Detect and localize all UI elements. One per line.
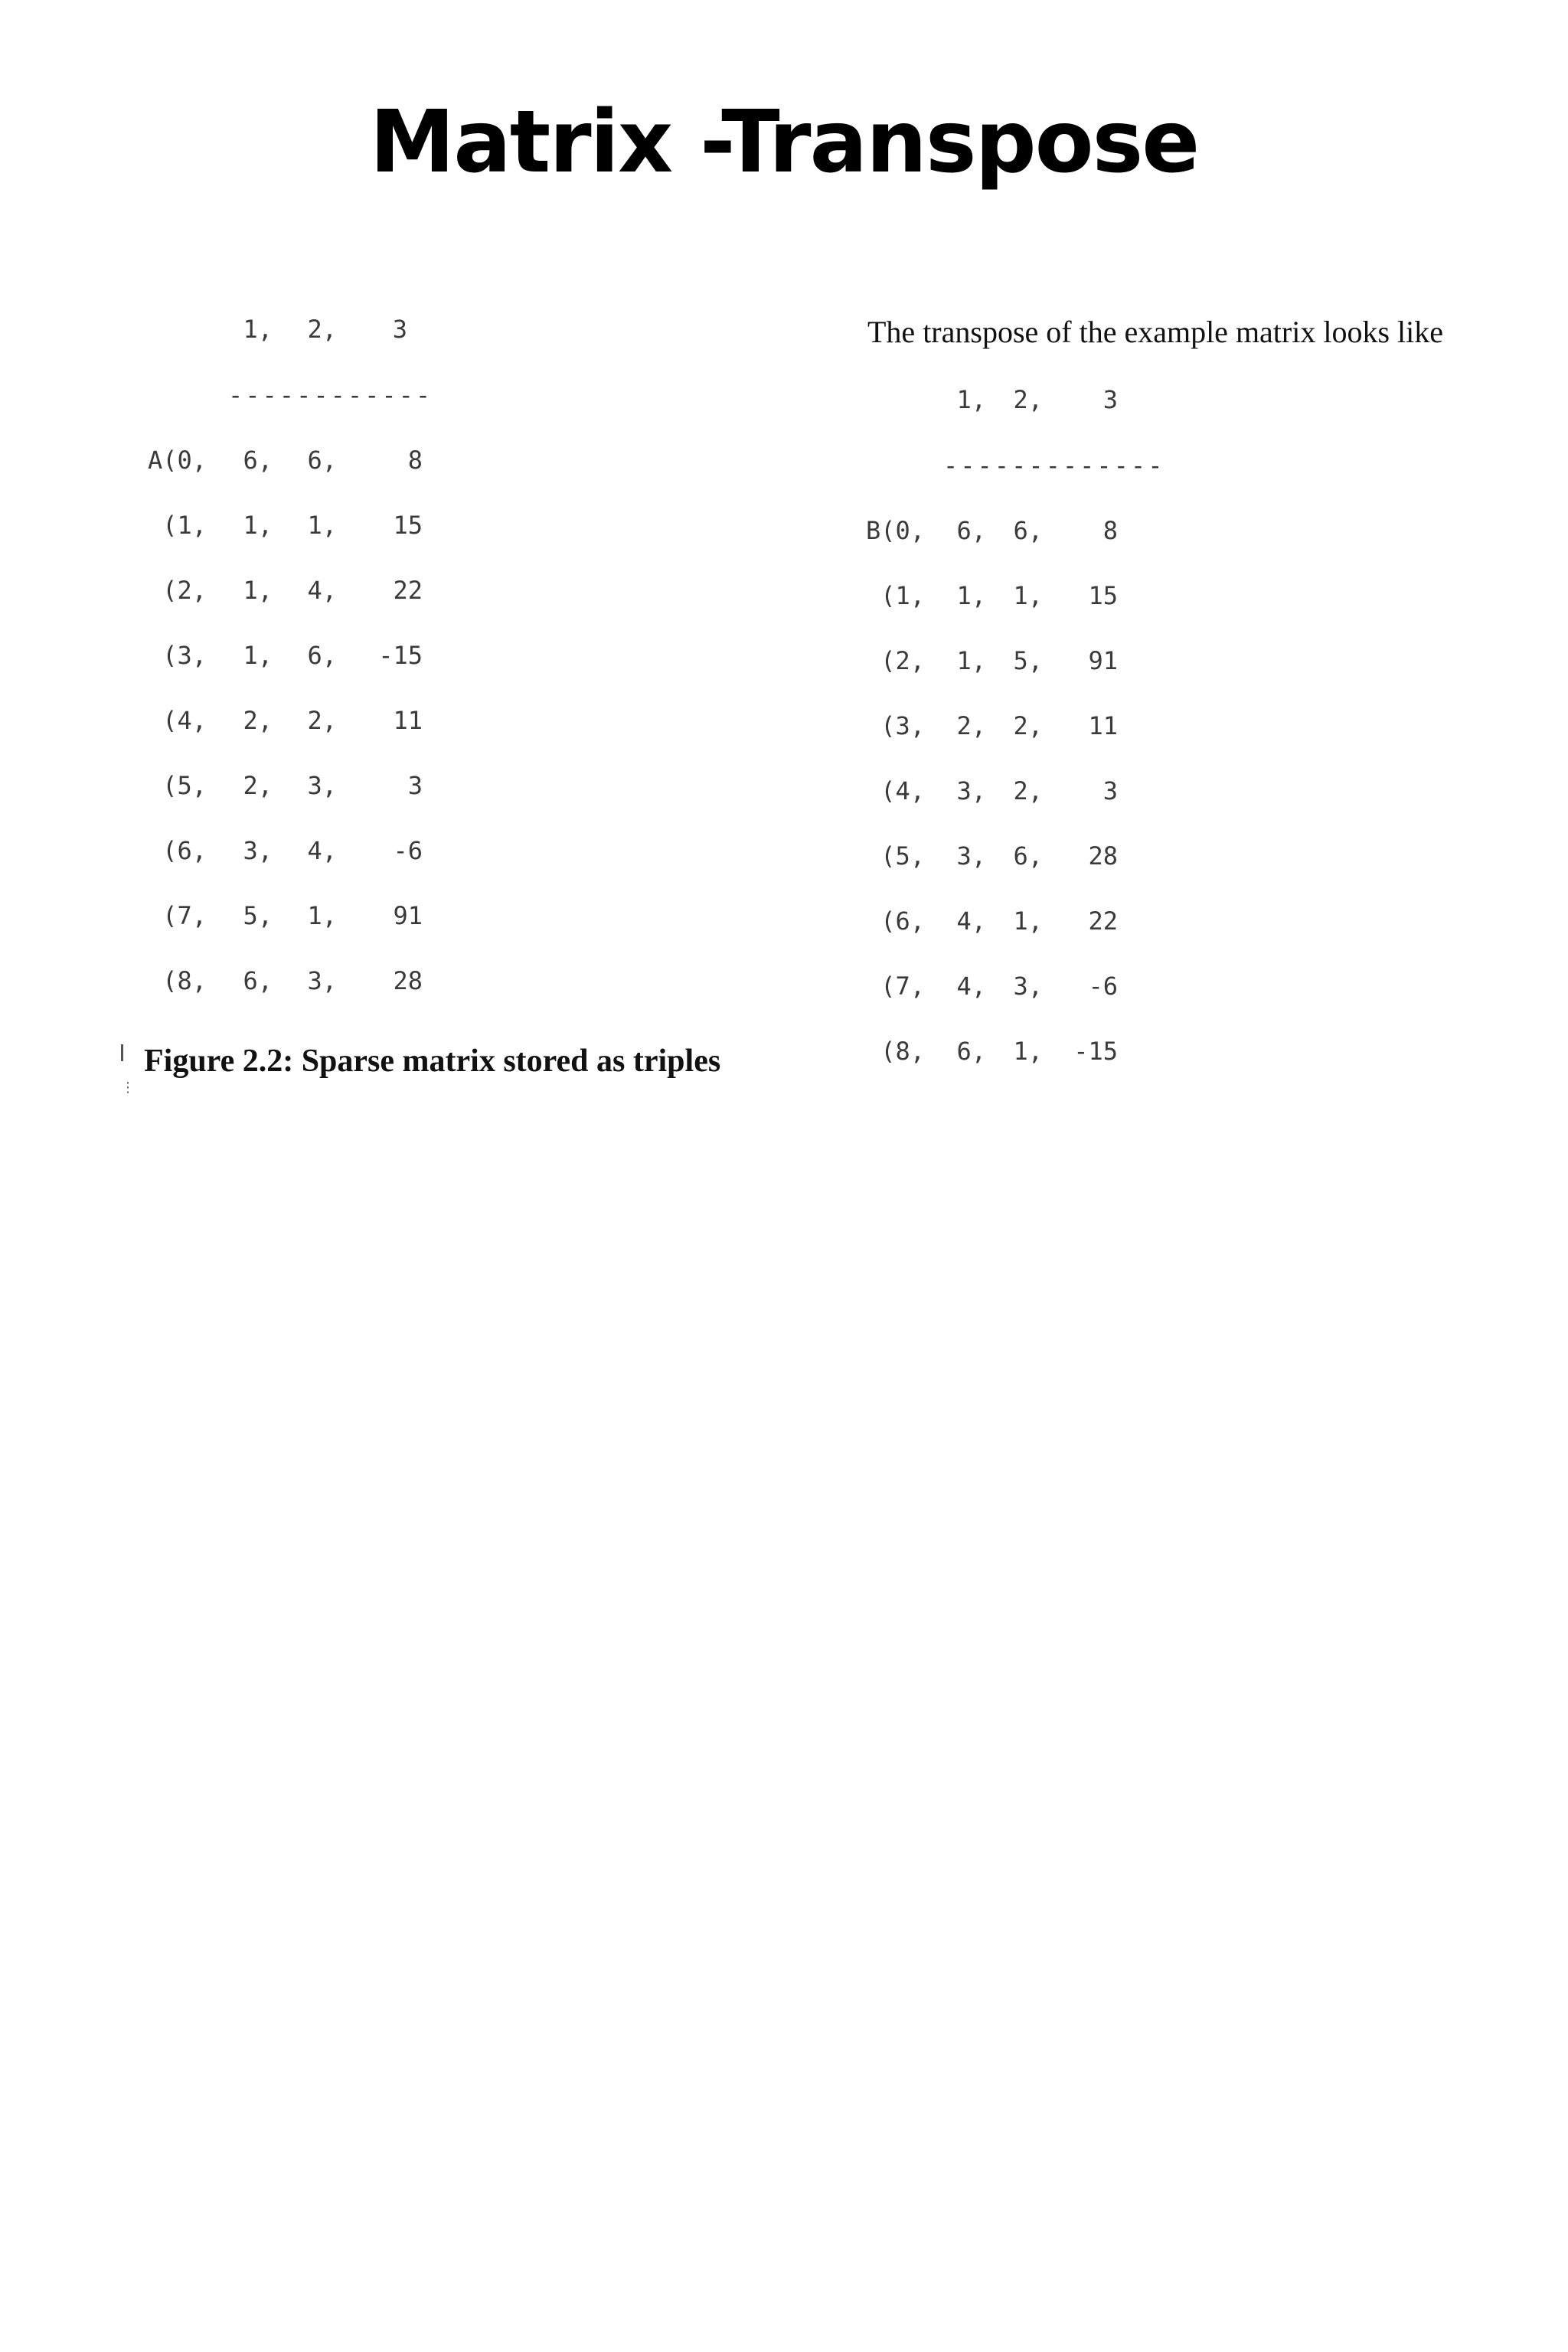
matrix-b-cell: 28 [1088,841,1118,871]
matrix-a-cell: 1, [307,511,337,540]
matrix-b-cell: 8 [1102,516,1118,545]
matrix-a-cell: 2, [307,706,337,735]
matrix-b-cell: -6 [1088,972,1118,1001]
matrix-b-cell: (7, [880,972,925,1001]
matrix-b-cell: 4, [956,906,986,936]
matrix-a-header-col-3: 3 [392,315,407,344]
matrix-b-cell: (8, [880,1037,925,1066]
matrix-b-cell: 5, [1013,646,1043,675]
matrix-a-cell: 2, [243,706,273,735]
matrix-a-cell: 3 [407,771,423,800]
caption-marker [121,1044,123,1061]
matrix-b-cell: 4, [956,972,986,1001]
matrix-a-cell: 3, [307,966,337,995]
matrix-b-cell: 1, [1013,1037,1043,1066]
matrix-b-cell: 3, [1013,972,1043,1001]
matrix-a-cell: (7, [162,901,207,930]
matrix-b-cell: 1, [1013,906,1043,936]
matrix-a-cell: -15 [378,641,423,670]
matrix-b-cell: (3, [880,711,925,740]
matrix-a-cell: A(0, [147,446,207,475]
matrix-a-cell: 2, [243,771,273,800]
matrix-b-cell: B(0, [865,516,925,545]
matrix-a-cell: 6, [243,446,273,475]
matrix-a-header-col-2: 2, [307,315,337,344]
matrix-b-cell: 22 [1088,906,1118,936]
matrix-b-cell: (4, [880,776,925,805]
matrix-a-cell: (5, [162,771,207,800]
matrix-a-cell: 1, [243,511,273,540]
matrix-a-cell: -6 [393,836,423,865]
matrix-b-cell: (6, [880,906,925,936]
matrix-a-cell: 91 [393,901,423,930]
matrix-a-cell: 1, [243,641,273,670]
matrix-b-cell: 11 [1088,711,1118,740]
matrix-b-cell: 2, [956,711,986,740]
matrix-a-cell: 1, [307,901,337,930]
matrix-a-divider: ------------ [228,381,433,410]
matrix-b-cell: 1, [956,581,986,610]
matrix-b-cell: -15 [1073,1037,1118,1066]
matrix-a-cell: (2, [162,576,207,605]
slide-title: Matrix -Transpose [369,93,1199,192]
figure-caption: Figure 2.2: Sparse matrix stored as triples [144,1044,721,1079]
matrix-a-cell: 11 [393,706,423,735]
matrix-b-cell: (5, [880,841,925,871]
matrix-b-cell: 1, [956,646,986,675]
matrix-b-divider: ------------- [943,451,1165,480]
matrix-b-cell: 91 [1088,646,1118,675]
matrix-a-row-2 [0,564,1568,710]
matrix-a-cell: 28 [393,966,423,995]
matrix-a-cell: 3, [243,836,273,865]
matrix-a-cell: 6, [307,641,337,670]
matrix-b-cell: 3, [956,776,986,805]
caption-dots-decoration: ⋮ [121,1080,135,1096]
matrix-b-cell: 15 [1088,581,1118,610]
matrix-a-cell: 4, [307,836,337,865]
matrix-a-cell: 15 [393,511,423,540]
matrix-a-cell: 6, [307,446,337,475]
matrix-b-cell: (1, [880,581,925,610]
matrix-b-cell: 3, [956,841,986,871]
matrix-b-cell: 3 [1102,776,1118,805]
matrix-a-cell: 8 [407,446,423,475]
matrix-b-header-col-2: 2, [1013,385,1043,414]
matrix-a-cell: 4, [307,576,337,605]
matrix-a-cell: 3, [307,771,337,800]
matrix-b-cell: 2, [1013,711,1043,740]
matrix-b-cell: (2, [880,646,925,675]
matrix-a-cell: (4, [162,706,207,735]
matrix-a-cell: 5, [243,901,273,930]
matrix-b-cell: 6, [956,1037,986,1066]
matrix-b-header-col-1: 1, [956,385,986,414]
matrix-a-cell: 22 [393,576,423,605]
matrix-a-cell: 1, [243,576,273,605]
transpose-intro-text: The transpose of the example matrix looks like [867,315,1444,349]
matrix-b-cell: 6, [1013,516,1043,545]
matrix-b-cell: 2, [1013,776,1043,805]
matrix-a-cell: 6, [243,966,273,995]
matrix-a-header-col-1: 1, [243,315,273,344]
matrix-a-cell: (1, [162,511,207,540]
matrix-a-cell: (8, [162,966,207,995]
matrix-b-cell: 6, [956,516,986,545]
matrix-a-cell: (3, [162,641,207,670]
matrix-b-cell: 1, [1013,581,1043,610]
matrix-b-header-col-3: 3 [1102,385,1118,414]
matrix-a-cell: (6, [162,836,207,865]
matrix-b-cell: 6, [1013,841,1043,871]
